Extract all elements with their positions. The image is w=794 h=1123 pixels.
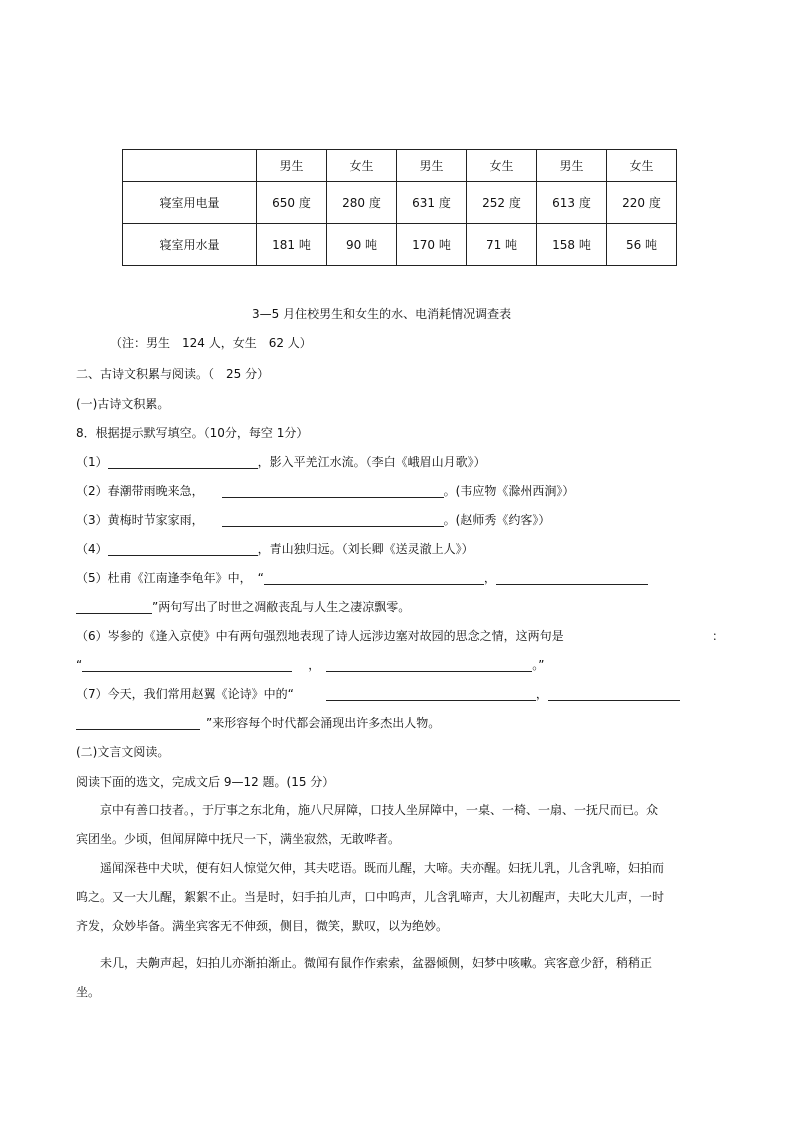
passage-paragraph: 未几，夫齁声起，妇拍儿亦渐拍渐止。微闻有鼠作作索索，盆器倾侧，妇梦中咳嗽。宾客意少舒，稍稍正坐。 (76, 956, 653, 999)
table-cell: 寝室用水量 (123, 224, 257, 266)
item-1: （1） ，影入平羌江水流。（李白《峨眉山月歌》） (76, 455, 486, 469)
part-heading: (一)古诗文积累。 (76, 397, 170, 411)
answer-blank[interactable] (76, 716, 200, 730)
answer-blank[interactable] (548, 687, 680, 701)
table-header-cell: 女生 (467, 150, 537, 182)
passage-paragraph: 遥闻深巷中犬吠，便有妇人惊觉欠伸，其夫呓语。既而儿醒，大啼。夫亦醒。妇抚儿乳，儿含乳啼，妇拍而呜之。又一大儿醒，絮絮不止。当是时，妇手拍儿声，口中呜声，儿含乳啼声，大儿初醒声，夫叱大儿声，一时齐发，众妙毕备。满坐宾客无不伸颈，侧目，微笑，默叹，以为绝妙。 (76, 861, 665, 933)
table-cell: 631 度 (397, 182, 467, 224)
answer-blank[interactable] (326, 658, 532, 672)
item-6-colon: ： (712, 629, 725, 643)
table-cell: 181 吨 (257, 224, 327, 266)
table-cell: 613 度 (537, 182, 607, 224)
table-cell: 280 度 (327, 182, 397, 224)
table-cell: 220 度 (607, 182, 677, 224)
table-cell: 650 度 (257, 182, 327, 224)
table-cell: 158 吨 (537, 224, 607, 266)
table-cell: 252 度 (467, 182, 537, 224)
table-cell: 170 吨 (397, 224, 467, 266)
reading-instructions: 阅读下面的选文，完成文后 9—12 题。(15 分） (76, 775, 335, 789)
part-heading: (二)文言文阅读。 (76, 745, 170, 759)
answer-blank[interactable] (76, 600, 152, 614)
answer-blank[interactable] (108, 455, 258, 469)
table-header-cell: 男生 (257, 150, 327, 182)
table-cell: 寝室用电量 (123, 182, 257, 224)
table-cell: 71 吨 (467, 224, 537, 266)
question-8-heading: 8．根据提示默写填空。（10分，每空 1分） (76, 426, 309, 440)
passage-paragraph: 京中有善口技者。，于厅事之东北角，施八尺屏障，口技人坐屏障中，一桌、一椅、一扇、一抚尺而已。众宾团坐。少顷，但闻屏障中抚尺一下，满坐寂然，无敢哗者。 (76, 803, 659, 846)
item-4: （4） ，青山独归远。（刘长卿《送灵澈上人》） (76, 542, 474, 556)
table-cell: 56 吨 (607, 224, 677, 266)
item-7-line-1: （7）今天，我们常用赵翼《论诗》中的“ ， (76, 685, 680, 702)
table-row (123, 224, 677, 266)
section-heading: 二、古诗文积累与阅读。（ 25 分） (76, 367, 270, 381)
answer-blank[interactable] (108, 542, 258, 556)
answer-blank[interactable] (222, 513, 444, 527)
answer-blank[interactable] (222, 484, 444, 498)
item-6-line-2: “ ， 。” (76, 658, 545, 672)
answer-blank[interactable] (496, 571, 648, 585)
item-5-line-2: ”两句写出了时世之凋敝丧乱与人生之凄凉飘零。 (76, 598, 410, 615)
table-note: （注：男生 124 人，女生 62 人） (110, 336, 312, 350)
table-header-cell: 男生 (397, 150, 467, 182)
item-3: （3）黄梅时节家家雨， 。(赵师秀《约客》） (76, 513, 551, 527)
answer-blank[interactable] (326, 687, 536, 701)
answer-blank[interactable] (264, 571, 484, 585)
answer-blank[interactable] (82, 658, 292, 672)
table-header-cell: 女生 (607, 150, 677, 182)
item-6-line-1: （6）岑参的《逢入京使》中有两句强烈地表现了诗人远涉边塞对故园的思念之情，这两句是 (76, 629, 564, 643)
table-row (123, 182, 677, 224)
item-5-line-1: （5）杜甫《江南逢李龟年》中， “ ， (76, 569, 648, 586)
survey-table (122, 149, 677, 266)
table-caption: 3—5 月住校男生和女生的水、电消耗情况调查表 (252, 307, 512, 321)
table-header-cell: 男生 (537, 150, 607, 182)
table-header-row (123, 150, 677, 182)
item-2: （2）春潮带雨晚来急， 。(韦应物《滁州西涧》） (76, 484, 575, 498)
table-header-cell: 女生 (327, 150, 397, 182)
item-7-line-2: ”来形容每个时代都会涌现出许多杰出人物。 (76, 714, 440, 731)
table-cell: 90 吨 (327, 224, 397, 266)
table-header-cell (123, 150, 257, 182)
